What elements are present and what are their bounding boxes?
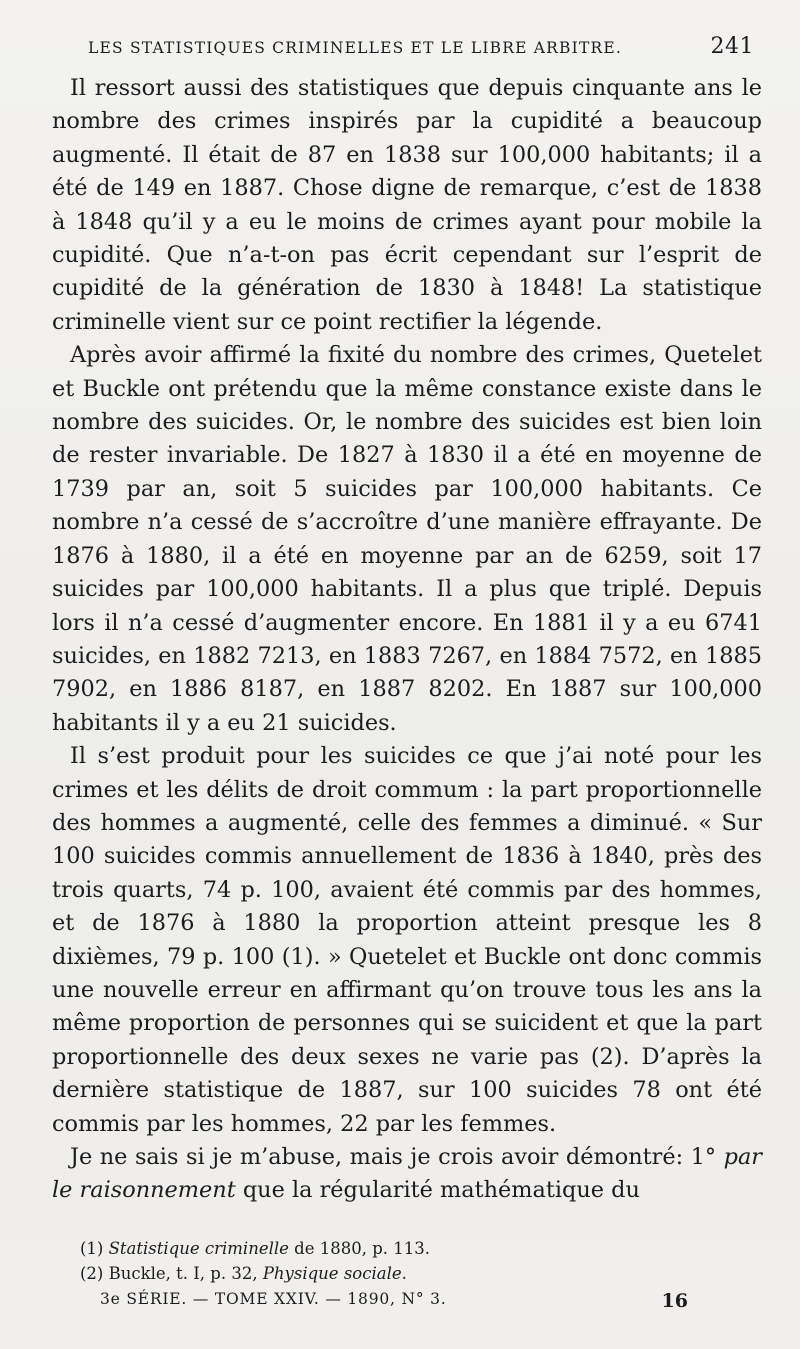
conclusion-text-start: Je ne sais si je m’abuse, mais je crois avoir démontré: 1° [70,1144,724,1170]
footnote-1-mark: (1) [80,1239,109,1258]
body-text [52,72,762,1208]
footnote-1 [80,1236,760,1261]
running-head-title: LES STATISTIQUES CRIMINELLES ET LE LIBRE ARBITRE. [88,39,623,57]
footnote-1-ref: de 1880, p. 113. [288,1239,431,1258]
paragraph-crimes-cupidite: Il ressort aussi des statistiques que depuis cinquante ans le nombre des crimes inspirés par la cupidité a beaucoup augmenté. Il était de 87 en 1838 sur 100,000 habitants; il a été de 149 en 1887. Chose digne de remarque, c’est de 1838 à 1848 qu’il y a eu le moins de crimes ayant pour mobile la cupidité. Que n’a-t-on pas écrit cependant sur l’esprit de cupidité de la génération de 1830 à 1848! La statistique criminelle vient sur ce point rectifier la légende. [52,75,762,335]
footnote-2 [80,1261,760,1286]
paragraph-suicides-nombre: Après avoir affirmé la fixité du nombre des crimes, Quetelet et Buckle ont prétendu que la même constance existe dans le nombre des suicides. Or, le nombre des suicides est bien loin de rester invariable. De 1827 à 1830 il a été en moyenne de 1739 par an, soit 5 suicides par 100,000 habitants. Ce nombre n’a cessé de s’accroître d’une manière effrayante. De 1876 à 1880, il a été en moyenne par an de 6259, soit 17 suicides par 100,000 habitants. Il a plus que triplé. Depuis lors il n’a cessé d’augmenter encore. En 1881 il y a eu 6741 suicides, en 1882 7213, en 1883 7267, en 1884 7572, en 1885 7902, en 1886 8187, en 1887 8202. En 1887 sur 100,000 habitants il y a eu 21 suicides. [52,342,762,736]
conclusion-italic: par le raisonnement [52,1144,762,1204]
footnote-2-ref: Buckle, t. I, p. 32, [108,1264,263,1283]
running-head [88,34,754,72]
footnotes [80,1236,760,1286]
footnote-2-end: . [401,1264,407,1283]
printer-signature [100,1290,688,1312]
page-number: 241 [710,34,754,59]
footnote-2-title: Physique sociale [262,1264,402,1283]
sheet-number: 16 [661,1290,688,1312]
paragraph-suicides-sexes: Il s’est produit pour les suicides ce que j’ai noté pour les crimes et les délits de droit commum : la part proportionnelle des hommes a augmenté, celle des femmes a diminué. « Sur 100 suicides commis annuellement de 1836 à 1840, près des trois quarts, 74 p. 100, avaient été commis par des hommes, et de 1876 à 1880 la proportion atteint presque les 8 dixièmes, 79 p. 100 (1). » Quetelet et Buckle ont donc commis une nouvelle erreur en affirmant qu’on trouve tous les ans la même proportion de personnes qui se suicident et que la part proportionnelle des deux sexes ne varie pas (2). D’après la dernière statistique de 1887, sur 100 suicides 78 ont été commis par les hommes, 22 par les femmes. [52,743,762,1137]
paragraph-conclusion [52,1141,762,1208]
conclusion-text-end: que la régularité mathématique du [235,1177,640,1204]
series-volume: 3e SÉRIE. — TOME XXIV. — 1890, N° 3. [100,1290,447,1308]
footnote-2-mark: (2) [80,1264,109,1283]
footnote-1-title: Statistique criminelle [108,1239,289,1258]
